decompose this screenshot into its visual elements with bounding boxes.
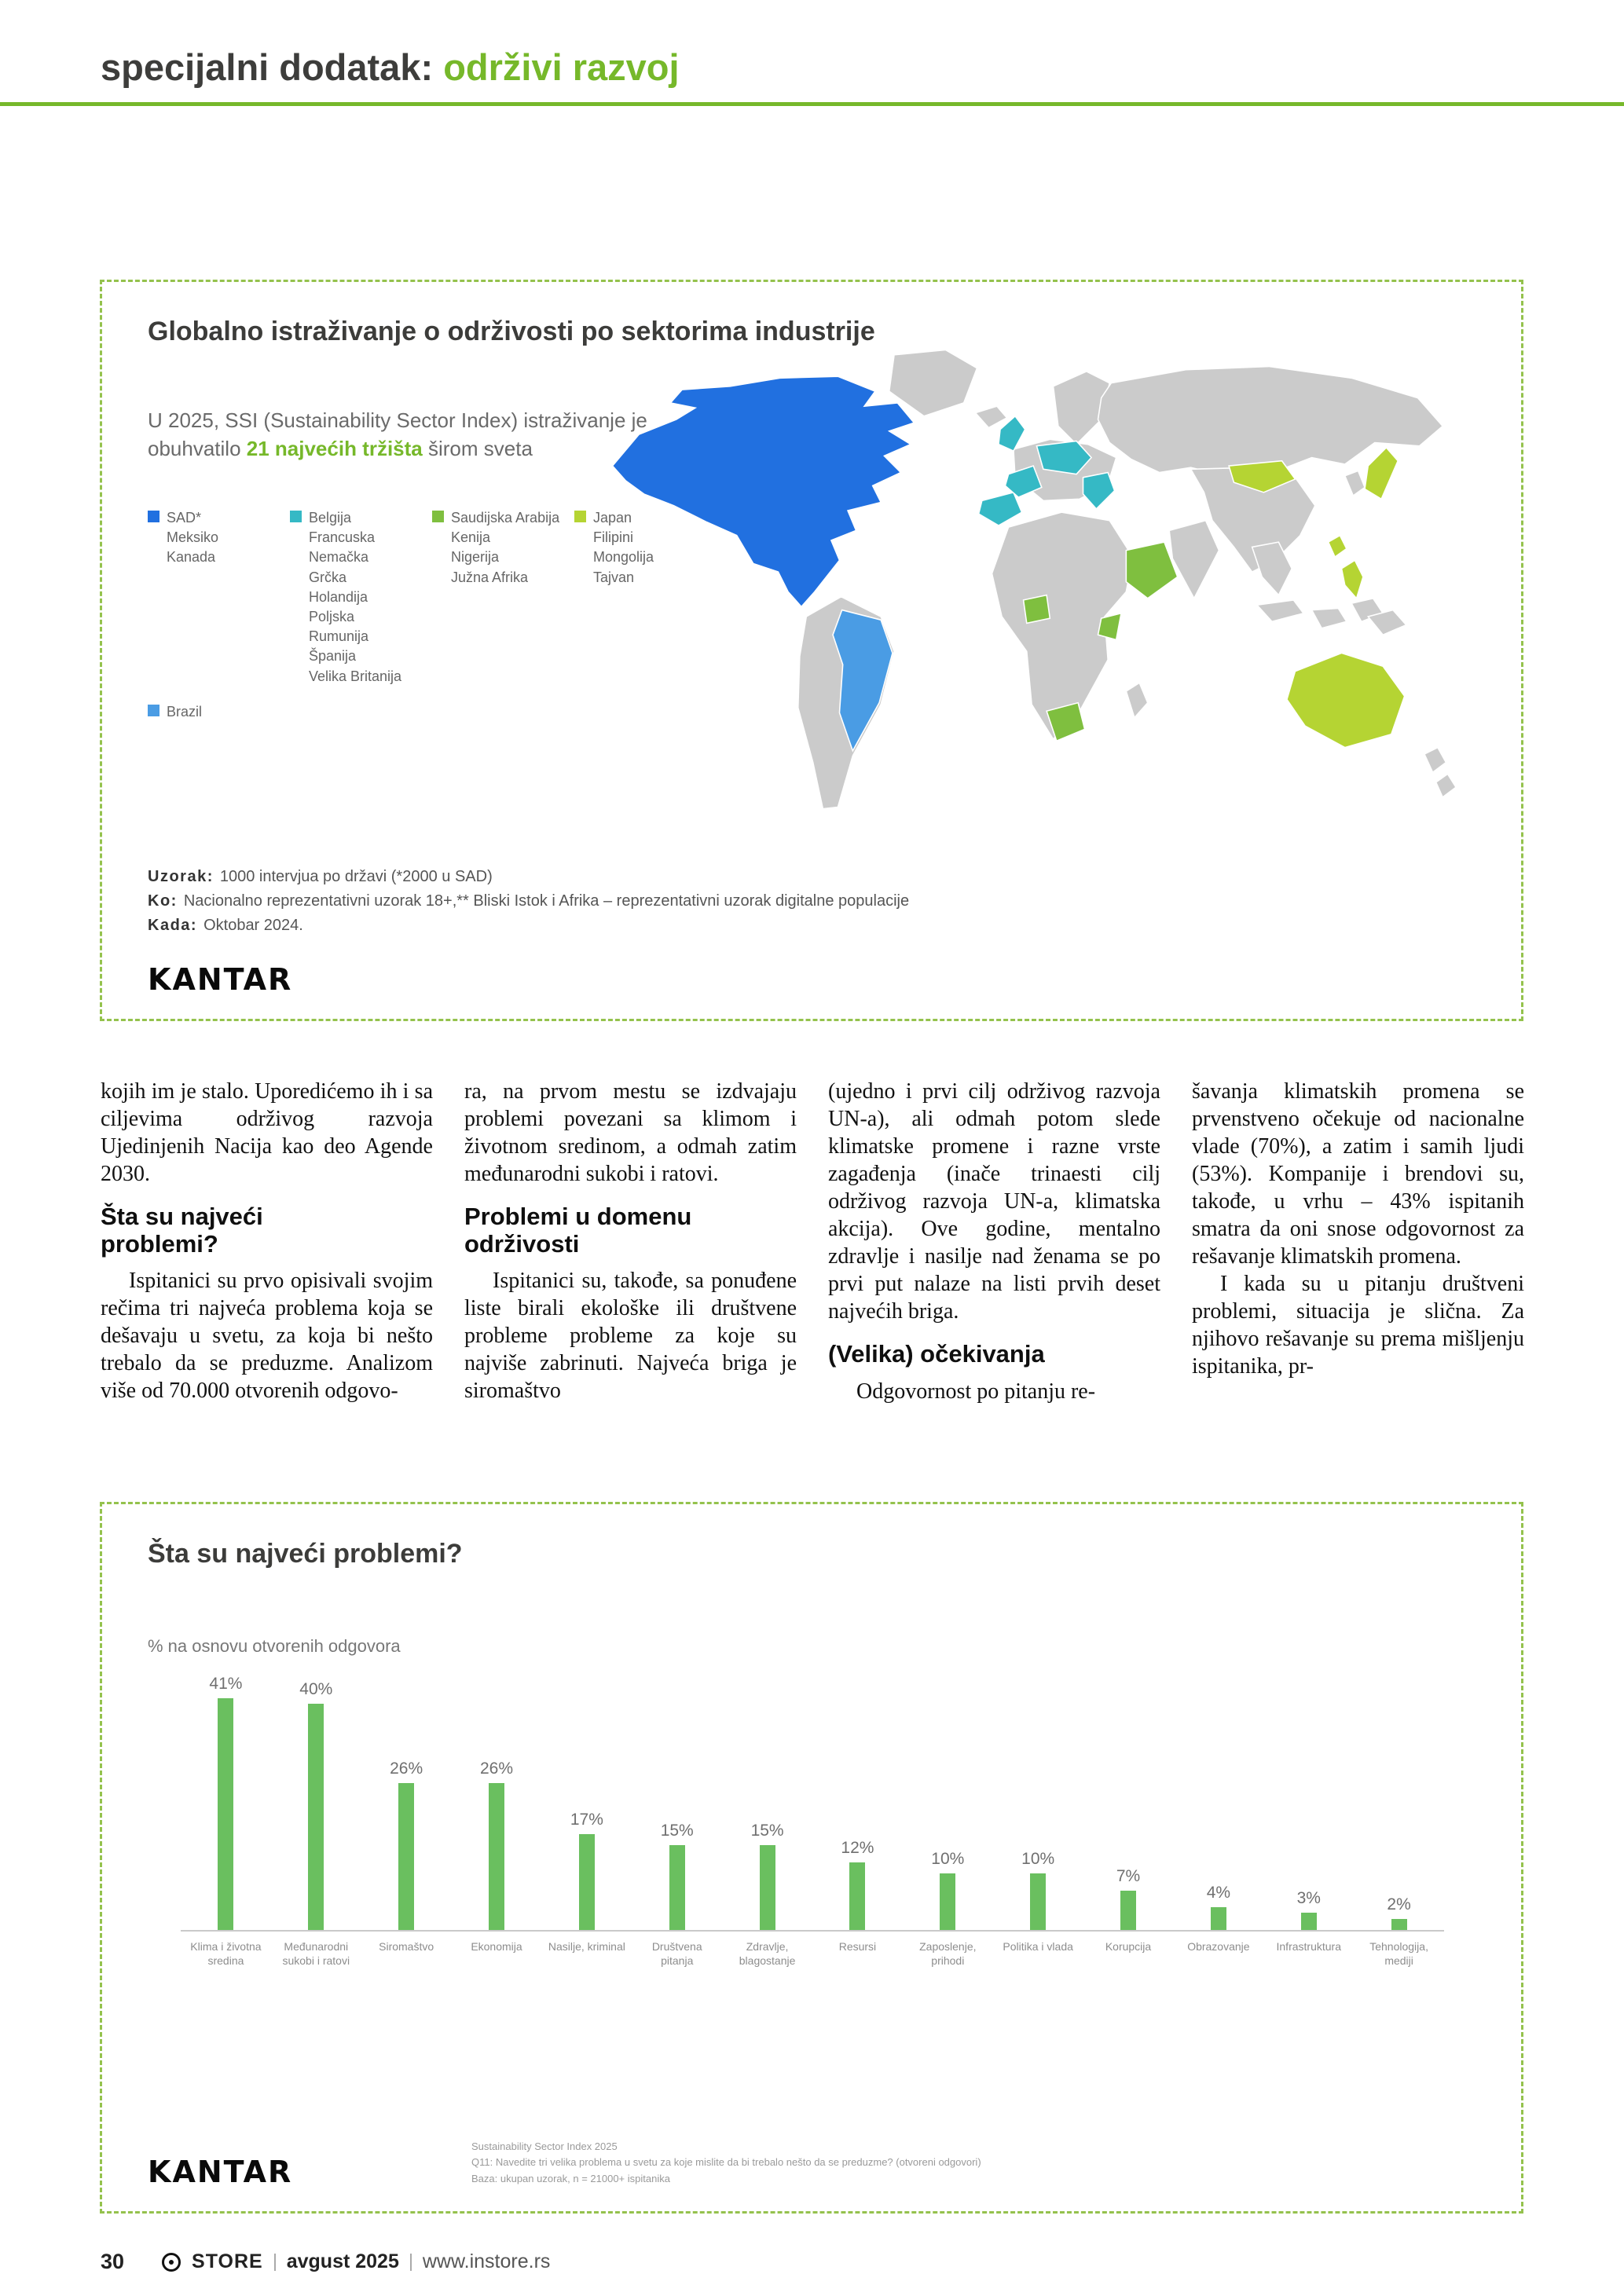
intro-post: širom sveta bbox=[422, 437, 533, 461]
bar-category-label: Ekonomija bbox=[471, 1940, 522, 1953]
footnote-label: Kada: bbox=[148, 917, 198, 934]
region-indonesia-1 bbox=[1257, 600, 1303, 621]
chart-column bbox=[452, 1672, 542, 1974]
footnote-text: 1000 intervjua po državi (*2000 u SAD) bbox=[219, 868, 493, 885]
region-north-america bbox=[613, 376, 915, 606]
intro-pre: U 2025, SSI (Sustainability Sector Index) istraživanje je obuhvatilo bbox=[148, 408, 647, 461]
bar-value-label: 12% bbox=[841, 1839, 874, 1857]
bar-value-label: 10% bbox=[931, 1850, 965, 1868]
bar-area bbox=[993, 1672, 1083, 1932]
legend-swatch bbox=[148, 511, 159, 522]
region-taiwan bbox=[1329, 536, 1347, 557]
article-paragraph: kojih im je stalo. Uporedićemo ih i sa ciljevima održivog razvoja Ujedinjenih Nacija kao deo Agende 2030. bbox=[101, 1079, 433, 1186]
bar bbox=[489, 1783, 504, 1930]
bar-area bbox=[541, 1672, 632, 1932]
bar-chart bbox=[181, 1672, 1444, 1974]
world-map bbox=[589, 343, 1501, 881]
legend-items bbox=[167, 508, 218, 568]
article-paragraph: Ispitanici su, takođe, sa ponuđene liste birali ekološke ili društvene probleme probleme za koje su najviše zabrinuti. Najveća briga je siromaštvo bbox=[464, 1269, 797, 1404]
region-korea bbox=[1345, 471, 1365, 496]
bar-value-label: 4% bbox=[1206, 1884, 1231, 1902]
bar-value-label: 17% bbox=[570, 1811, 603, 1829]
legend-item: Kenija bbox=[451, 529, 491, 546]
legend-swatch bbox=[432, 511, 444, 522]
bar-value-label: 15% bbox=[660, 1822, 694, 1840]
legend-group bbox=[148, 702, 285, 722]
chart-column bbox=[1263, 1672, 1354, 1974]
bar bbox=[398, 1783, 414, 1930]
footer-divider bbox=[274, 2254, 276, 2271]
footnote-line bbox=[148, 889, 909, 914]
bar bbox=[308, 1704, 324, 1930]
bar-area bbox=[812, 1672, 903, 1932]
region-iceland bbox=[975, 406, 1006, 427]
article-column bbox=[1192, 1078, 1524, 1405]
region-new-zealand-1 bbox=[1424, 748, 1446, 773]
region-nigeria bbox=[1024, 595, 1050, 624]
legend-swatch bbox=[574, 511, 586, 522]
legend-group bbox=[290, 508, 427, 687]
chart-column bbox=[722, 1672, 812, 1974]
legend-item: Francuska bbox=[309, 529, 376, 546]
bar-value-label: 2% bbox=[1387, 1895, 1411, 1913]
bar bbox=[940, 1873, 955, 1930]
bar-area bbox=[452, 1672, 542, 1932]
bar-chart-panel bbox=[100, 1502, 1523, 2214]
bar-area bbox=[903, 1672, 993, 1932]
bar-area bbox=[1083, 1672, 1174, 1932]
article-paragraph: šavanja klimatskih promena se prvenstveno očekuje od nacionalne vlade (70%), a zatim i samih ljudi (53%). Kompanije i brendovi su, takođe, u vrhu – 43% ispitanih smatra da oni snose odgovornost za rešavanje klimatskih promena. bbox=[1192, 1079, 1524, 1269]
legend-item: Belgija bbox=[309, 510, 352, 525]
world-map-svg bbox=[589, 343, 1501, 881]
bar bbox=[579, 1834, 595, 1930]
legend-item: Tajvan bbox=[593, 569, 635, 585]
region-indonesia-2 bbox=[1312, 608, 1347, 628]
legend-item: Nigerija bbox=[451, 549, 500, 566]
chart-column bbox=[541, 1672, 632, 1974]
chart-column bbox=[361, 1672, 452, 1974]
legend-item: Poljska bbox=[309, 608, 355, 624]
intro-highlight: 21 najvećih tržišta bbox=[246, 437, 423, 461]
region-india bbox=[1169, 521, 1219, 599]
footer-website: www.instore.rs bbox=[422, 2250, 551, 2272]
legend-item: Kanada bbox=[167, 549, 216, 566]
legend-item: Grčka bbox=[309, 569, 347, 585]
legend-item: Brazil bbox=[167, 703, 203, 720]
bar-value-label: 10% bbox=[1021, 1850, 1055, 1868]
page-kicker bbox=[101, 46, 680, 89]
footnote-label: Ko: bbox=[148, 892, 178, 910]
chart-title: Šta su najveći problemi? bbox=[148, 1539, 463, 1569]
legend-item: Španija bbox=[309, 648, 357, 665]
bar bbox=[1301, 1913, 1317, 1930]
bar-area bbox=[361, 1672, 452, 1932]
region-southeast-europe bbox=[1083, 473, 1115, 509]
legend-group bbox=[432, 508, 570, 687]
chart-column bbox=[181, 1672, 271, 1974]
legend-item: Meksiko bbox=[167, 529, 219, 546]
footnote-text: Oktobar 2024. bbox=[203, 917, 303, 934]
footnote-label: Uzorak: bbox=[148, 868, 214, 885]
map-infographic-panel bbox=[100, 280, 1523, 1021]
article-heading: Šta su najveći problemi? bbox=[101, 1203, 263, 1258]
bar-area bbox=[1354, 1672, 1444, 1932]
bar-category-label: Korupcija bbox=[1105, 1940, 1152, 1953]
chart-source bbox=[471, 2139, 981, 2188]
bar-category-label: Klima i životna sredina bbox=[190, 1940, 262, 1968]
chart-column bbox=[1354, 1672, 1444, 1974]
footnote-line bbox=[148, 865, 909, 889]
bar-area bbox=[1263, 1672, 1354, 1932]
chart-column bbox=[993, 1672, 1083, 1974]
chart-source-line: Sustainability Sector Index 2025 bbox=[471, 2140, 618, 2152]
legend-group bbox=[148, 508, 285, 687]
chart-source-line: Baza: ukupan uzorak, n = 21000+ ispitanika bbox=[471, 2173, 670, 2185]
legend-items bbox=[451, 508, 559, 588]
legend-item: Saudijska Arabija bbox=[451, 510, 560, 525]
legend-item: SAD* bbox=[167, 510, 202, 525]
bar-value-label: 41% bbox=[209, 1675, 243, 1693]
bar-area bbox=[1173, 1672, 1263, 1932]
chart-column bbox=[632, 1672, 722, 1974]
bar bbox=[1391, 1919, 1407, 1930]
chart-axis-note: % na osnovu otvorenih odgovora bbox=[148, 1636, 401, 1656]
bar-area bbox=[271, 1672, 361, 1932]
region-new-zealand-2 bbox=[1436, 774, 1456, 797]
bar-value-label: 7% bbox=[1116, 1867, 1141, 1885]
chart-column bbox=[1173, 1672, 1263, 1974]
kantar-logo: KANTAR bbox=[148, 2155, 293, 2189]
article-heading: Problemi u domenu održivosti bbox=[464, 1203, 692, 1258]
article-paragraph: I kada su u pitanju društveni problemi, situacija je slična. Za njihovo rešavanje su prema mišljenju ispitanika, pr- bbox=[1192, 1272, 1524, 1379]
footnote-text: Nacionalno reprezentativni uzorak 18+,** Bliski Istok i Afrika – reprezentativni uzorak digitalne populacije bbox=[183, 892, 910, 910]
bar-value-label: 40% bbox=[299, 1680, 333, 1698]
bar-category-label: Međunarodni sukobi i ratovi bbox=[282, 1940, 350, 1968]
article-paragraph: Odgovornost po pitanju re- bbox=[856, 1379, 1096, 1404]
bar-category-label: Zaposlenje, prihodi bbox=[919, 1940, 977, 1968]
footnote-line bbox=[148, 914, 909, 938]
bar bbox=[218, 1698, 233, 1930]
legend-item: Mongolija bbox=[593, 549, 654, 566]
legend-items bbox=[167, 702, 202, 722]
bar-area bbox=[181, 1672, 271, 1932]
bar bbox=[1211, 1907, 1226, 1930]
page-number: 30 bbox=[101, 2250, 125, 2273]
bar-category-label: Nasilje, kriminal bbox=[548, 1940, 625, 1953]
bar-category-label: Društvena pitanja bbox=[651, 1940, 702, 1968]
article-column bbox=[101, 1078, 433, 1405]
region-saudi-arabia bbox=[1126, 542, 1177, 599]
bar-category-label: Zdravlje, blagostanje bbox=[739, 1940, 796, 1968]
chart-source-line: Q11: Navedite tri velika problema u svetu za koje mislite da bi trebalo nešto da se preduzme? (otvoreni odgovori) bbox=[471, 2156, 981, 2169]
legend-item: Nemačka bbox=[309, 549, 369, 566]
article-paragraph: ra, na prvom mestu se izdvajaju problemi povezani sa klimom i životnom sredinom, a odmah zatim međunarodni sukobi i ratovi. bbox=[464, 1079, 797, 1186]
footer-divider bbox=[410, 2254, 412, 2271]
bar bbox=[760, 1845, 775, 1930]
bar-value-label: 15% bbox=[750, 1822, 784, 1840]
footer-brand: STORE bbox=[192, 2250, 263, 2272]
article-column bbox=[828, 1078, 1160, 1405]
legend-item: Južna Afrika bbox=[451, 569, 529, 585]
bar-category-label: Siromaštvo bbox=[379, 1940, 434, 1953]
article-heading: (Velika) očekivanja bbox=[828, 1340, 1045, 1368]
chart-column bbox=[271, 1672, 361, 1974]
article-column bbox=[464, 1078, 797, 1405]
region-philippines bbox=[1342, 560, 1363, 599]
header-rule bbox=[0, 102, 1624, 106]
bar-category-label: Tehnologija, mediji bbox=[1369, 1940, 1428, 1968]
bar bbox=[1120, 1891, 1136, 1930]
bar bbox=[669, 1845, 685, 1930]
page-footer bbox=[101, 2250, 550, 2274]
bar-area bbox=[722, 1672, 812, 1932]
article-paragraph: (ujedno i prvi cilj održivog razvoja UN-a), ali odmah potom slede klimatske promene i razne vrste zagađenja (inače trinaesti cilj održivog razvoja UN-a, klimatska akcija). Ove godine, mentalno zdravlje i nasilje nad ženama se po prvi put nalaze na listi prvih deset najvećih briga. bbox=[828, 1079, 1160, 1324]
bar bbox=[1030, 1873, 1046, 1930]
bar-value-label: 26% bbox=[390, 1760, 423, 1778]
legend-item: Velika Britanija bbox=[309, 668, 402, 684]
map-panel-title: Globalno istraživanje o održivosti po sektorima industrije bbox=[148, 317, 875, 346]
region-australia bbox=[1287, 653, 1405, 747]
bar-category-label: Obrazovanje bbox=[1187, 1940, 1250, 1953]
bar bbox=[849, 1862, 865, 1930]
chart-column bbox=[1083, 1672, 1174, 1974]
legend-item: Rumunija bbox=[309, 628, 369, 645]
chart-column bbox=[812, 1672, 903, 1974]
region-uk bbox=[999, 416, 1025, 451]
region-japan bbox=[1365, 448, 1398, 499]
footer-issue: avgust 2025 bbox=[286, 2250, 399, 2272]
legend-swatch bbox=[290, 511, 302, 522]
kicker-text: specijalni dodatak: bbox=[101, 46, 434, 88]
legend-item: Japan bbox=[593, 510, 632, 525]
region-madagascar bbox=[1126, 683, 1147, 717]
legend-items bbox=[309, 508, 401, 687]
region-iberia bbox=[979, 493, 1022, 525]
bar-value-label: 26% bbox=[479, 1760, 514, 1778]
region-greenland bbox=[889, 350, 977, 416]
instore-logo-icon bbox=[162, 2253, 181, 2272]
bar-value-label: 3% bbox=[1296, 1889, 1321, 1907]
legend-item: Filipini bbox=[593, 529, 634, 546]
bar-category-label: Resursi bbox=[838, 1940, 877, 1953]
bar-area bbox=[632, 1672, 722, 1932]
article-paragraph: Ispitanici su prvo opisivali svojim rečima tri najveća problema koja se dešavaju u svetu, za koja bi nešto trebalo da se preduzme. Analizom više od 70.000 otvorenih odgovo- bbox=[101, 1269, 433, 1404]
legend-swatch bbox=[148, 705, 159, 716]
kantar-logo: KANTAR bbox=[148, 962, 293, 997]
kicker-accent-text: održivi razvoj bbox=[443, 46, 680, 88]
legend-item: Holandija bbox=[309, 588, 368, 605]
map-footnotes bbox=[148, 865, 909, 938]
article-columns bbox=[101, 1078, 1524, 1405]
bar-category-label: Politika i vlada bbox=[1003, 1940, 1073, 1953]
chart-column bbox=[903, 1672, 993, 1974]
bar-category-label: Infrastruktura bbox=[1276, 1940, 1341, 1953]
